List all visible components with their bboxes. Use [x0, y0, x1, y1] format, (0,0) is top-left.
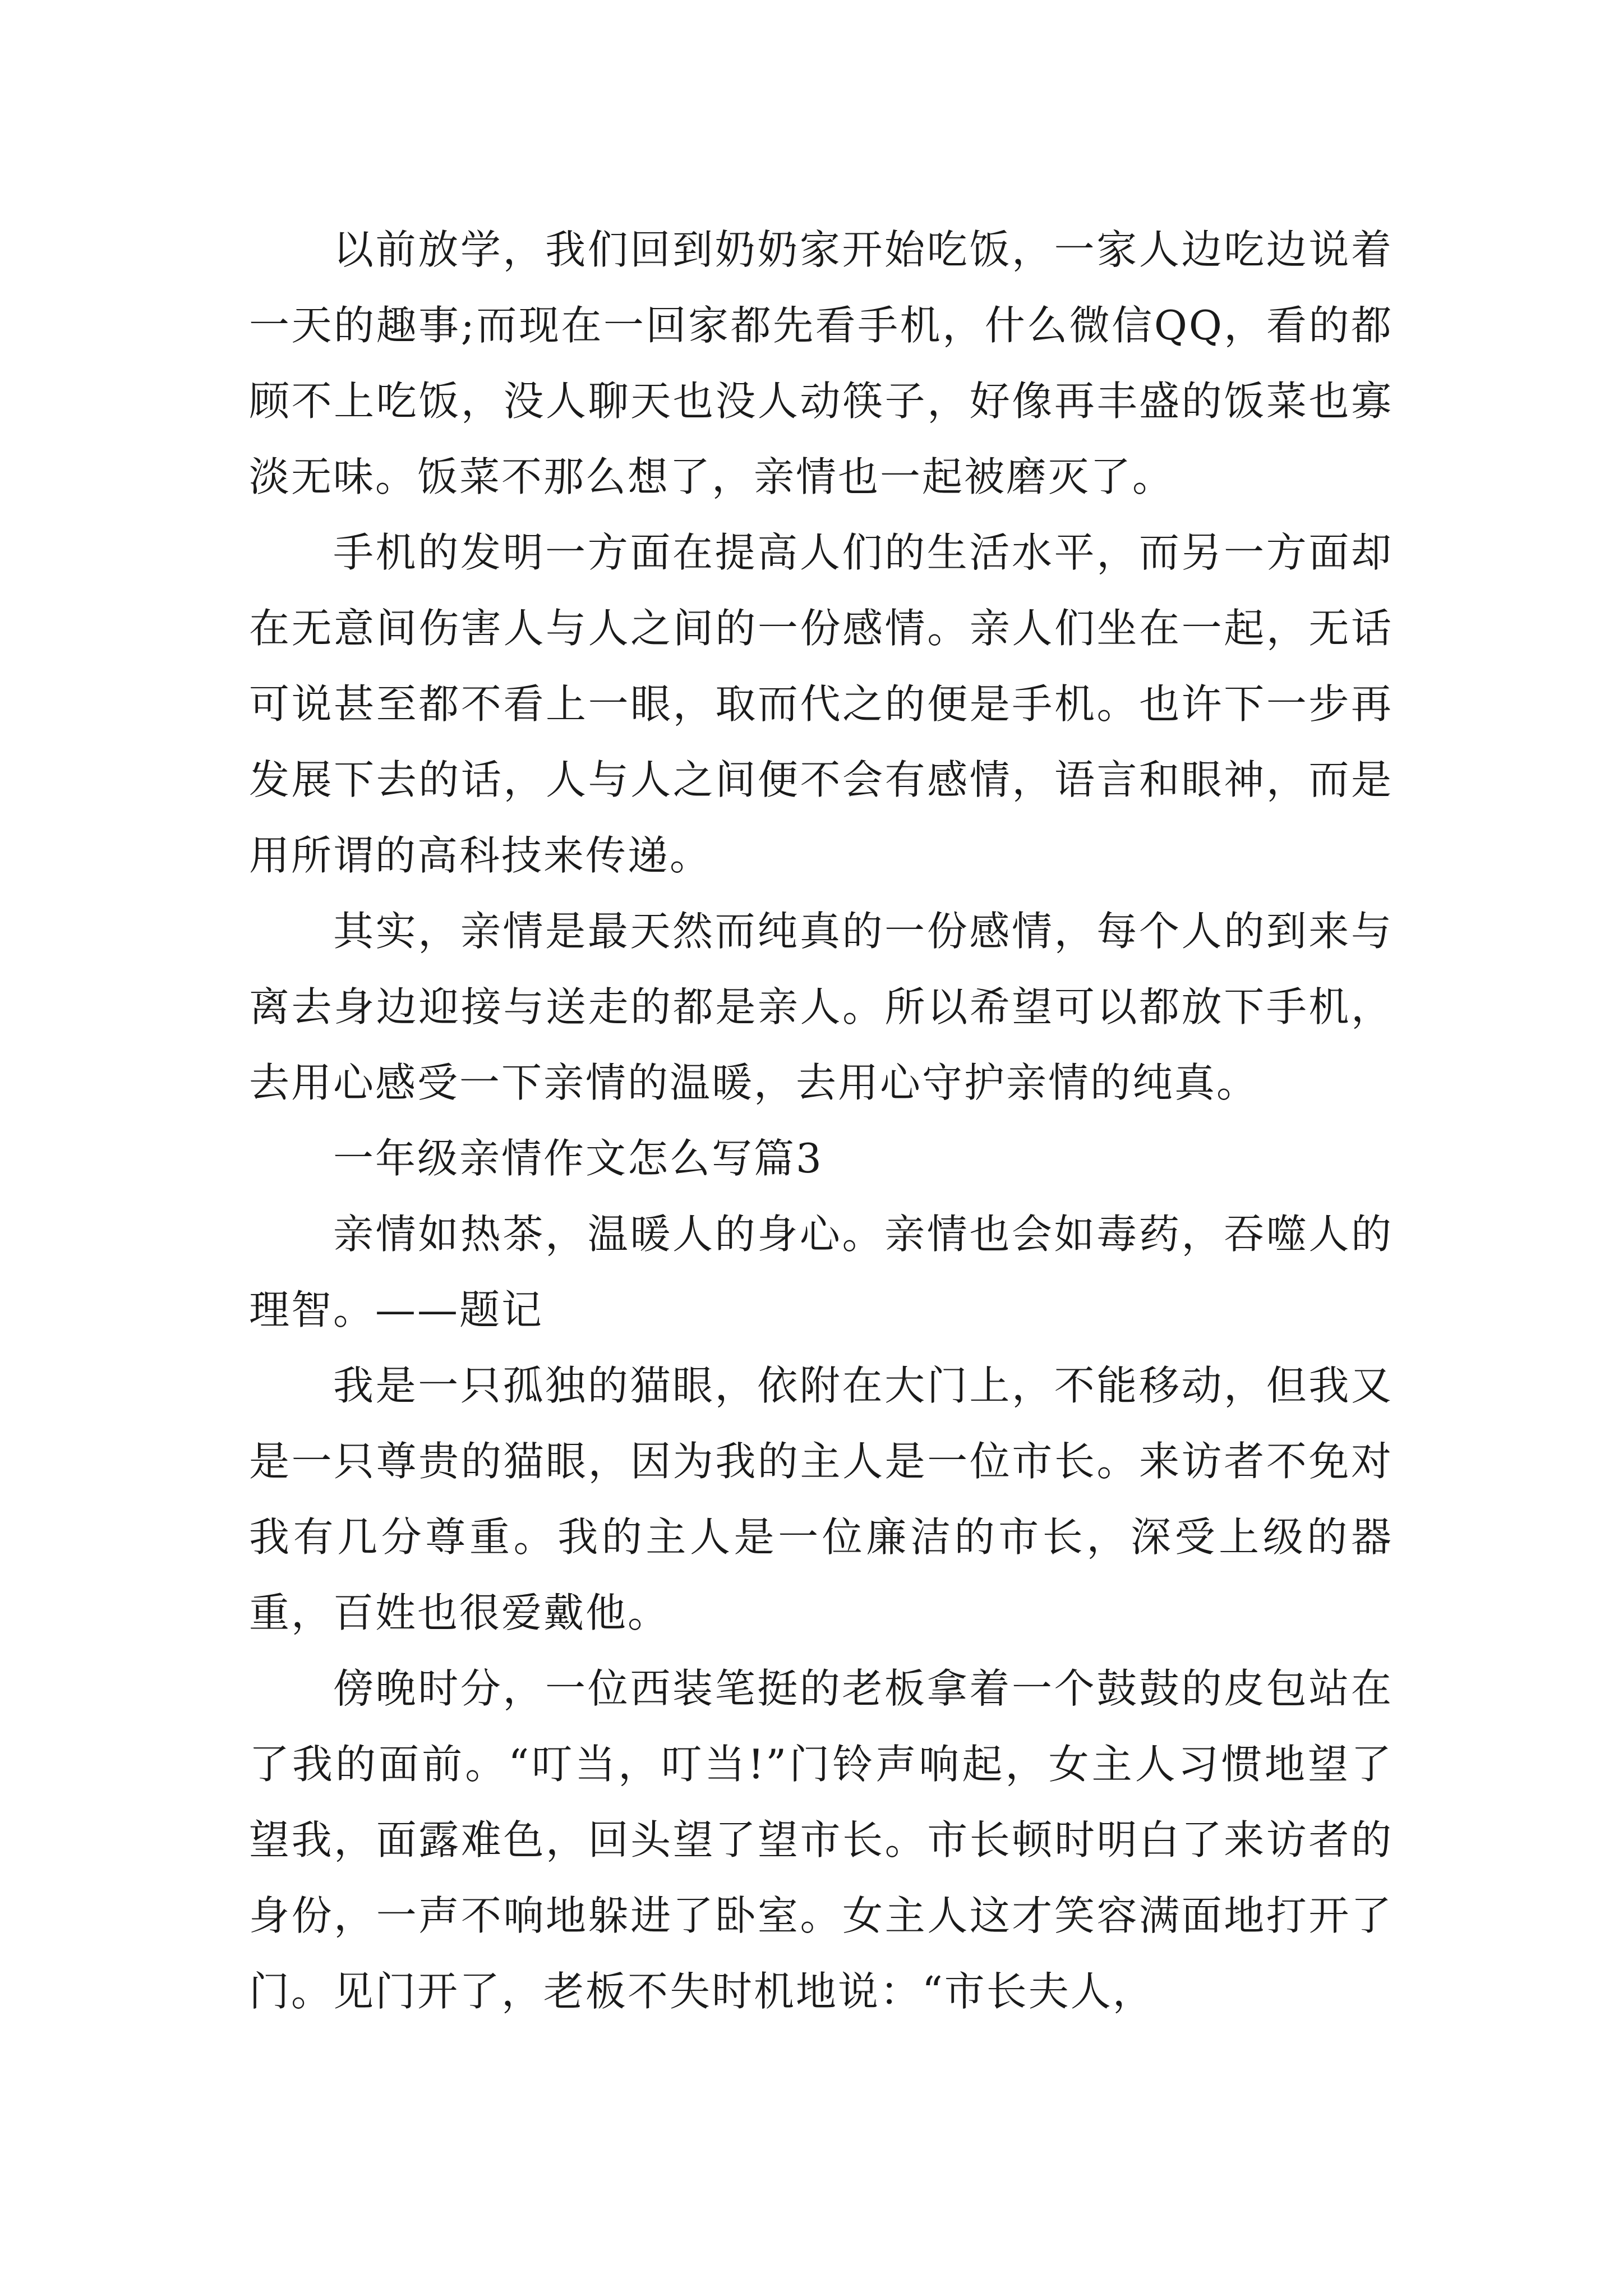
paragraph-3: 其实，亲情是最天然而纯真的一份感情，每个人的到来与离去身边迎接与送走的都是亲人。所以希望可以都放下手机，去用心感受一下亲情的温暖，去用心守护亲情的纯真。	[249, 908, 1393, 1106]
section-paragraph-3: 傍晚时分，一位西装笔挺的老板拿着一个鼓鼓的皮包站在了我的面前。“叮当，叮当!”门铃声响起，女主人习惯地望了望我，面露难色，回头望了望市长。市长顿时明白了来访者的身份，一声不响地躲进了卧室。女主人这才笑容满面地打开了门。见门开了，老板不失时机地说：“市长夫人，	[249, 1665, 1393, 2015]
section-paragraph-2: 我是一只孤独的猫眼，依附在大门上，不能移动，但我又是一只尊贵的猫眼，因为我的主人是一位市长。来访者不免对我有几分尊重。我的主人是一位廉洁的市长，深受上级的器重，百姓也很爱戴他。	[249, 1362, 1393, 1636]
paragraph-2: 手机的发明一方面在提高人们的生活水平，而另一方面却在无意间伤害人与人之间的一份感情。亲人们坐在一起，无话可说甚至都不看上一眼，取而代之的便是手机。也许下一步再发展下去的话，人与人之间便不会有感情，语言和眼神，而是用所谓的高科技来传递。	[249, 529, 1393, 879]
section-heading: 一年级亲情作文怎么写篇3	[333, 1135, 823, 1182]
paragraph-1: 以前放学，我们回到奶奶家开始吃饭，一家人边吃边说着一天的趣事;而现在一回家都先看手机，什么微信QQ，看的都顾不上吃饭，没人聊天也没人动筷子，好像再丰盛的饭菜也寡淡无味。饭菜不那么想了，亲情也一起被磨灭了。	[249, 226, 1393, 500]
section-paragraph-1: 亲情如热茶，温暖人的身心。亲情也会如毒药，吞噬人的理智。——题记	[249, 1211, 1393, 1333]
document-body	[249, 212, 1393, 2030]
